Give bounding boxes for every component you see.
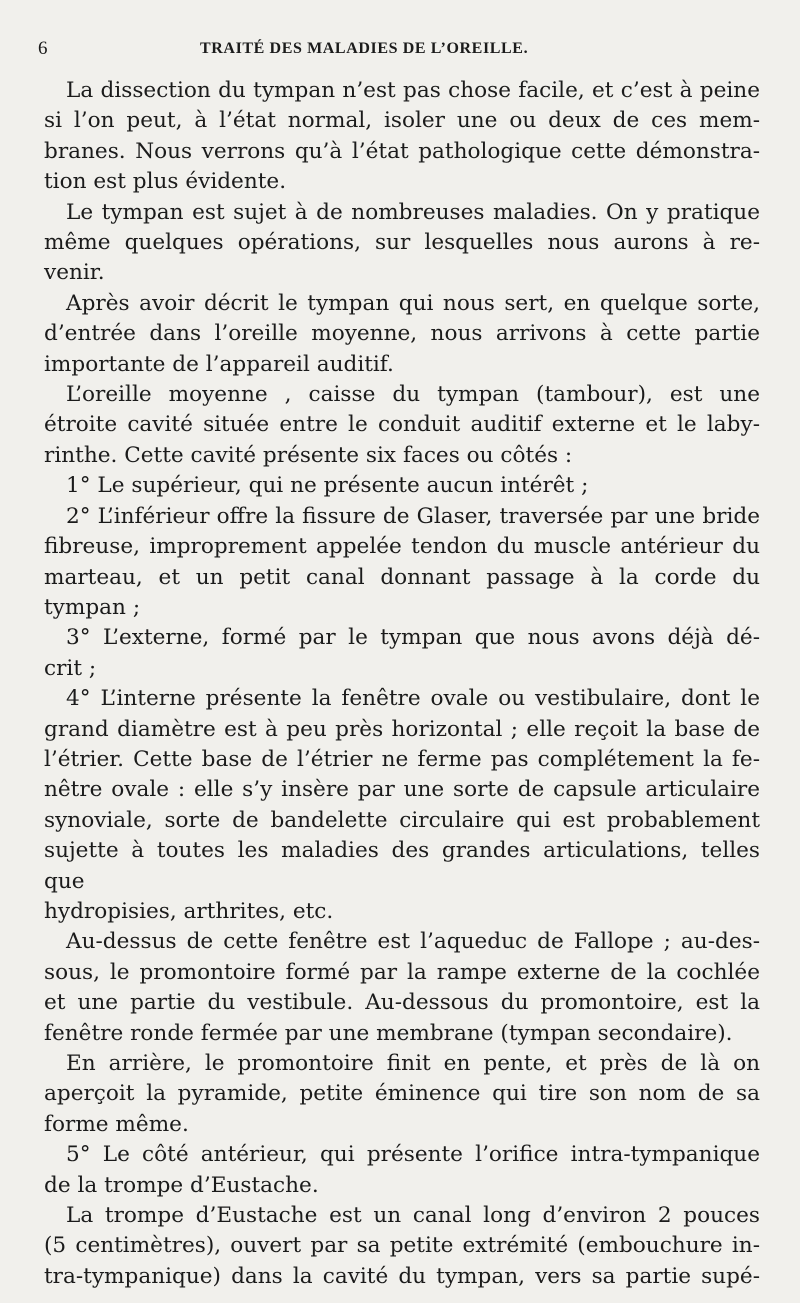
running-title: TRAITÉ DES MALADIES DE L’OREILLE. [200,40,529,57]
text-line: fenêtre ronde fermée par une membrane (tympan secondaire). [44,1020,733,1046]
text-line: d’entrée dans l’oreille moyenne, nous arrivons à cette partie [44,321,760,347]
text-line: 1° Le supérieur, qui ne présente aucun intérêt ; [66,473,589,499]
text-line: même quelques opérations, sur lesquelles nous aurons à re- [44,230,760,256]
text-line: et une partie du vestibule. Au-dessous du promontoire, est la [44,990,760,1016]
text-line: La dissection du tympan n’est pas chose facile, et c’est à peine [66,78,760,103]
text-line: l’étrier. Cette base de l’étrier ne ferme pas complétement la fe- [44,746,760,772]
page-number: 6 [38,38,48,59]
text-line: crit ; [44,655,97,681]
text-line: marteau, et un petit canal donnant passage à la corde du [44,564,760,590]
text-line: La trompe d’Eustache est un canal long d’environ 2 pouces [66,1203,760,1229]
text-line: 5° Le côté antérieur, qui présente l’orifice intra-tympanique [66,1142,760,1168]
body-text [44,76,760,1292]
text-line: L’oreille moyenne , caisse du tympan (tambour), est une [66,382,760,408]
text-line: Le tympan est sujet à de nombreuses maladies. On y pratique [66,199,760,225]
text-line: fibreuse, improprement appelée tendon du muscle antérieur du [44,534,760,560]
text-line: synoviale, sorte de bandelette circulaire qui est probablement [44,807,760,833]
text-line: importante de l’appareil auditif. [44,351,394,377]
text-line: étroite cavité située entre le conduit auditif externe et le laby- [44,412,760,438]
text-line: Après avoir décrit le tympan qui nous sert, en quelque sorte, [66,290,760,316]
text-line: sujette à toutes les maladies des grandes articulations, telles que [44,838,760,894]
text-line: nêtre ovale : elle s’y insère par une sorte de capsule articulaire [44,777,760,803]
text-line: grand diamètre est à peu près horizontal ; elle reçoit la base de [44,716,760,742]
text-line: aperçoit la pyramide, petite éminence qui tire son nom de sa [44,1081,760,1107]
text-line: branes. Nous verrons qu’à l’état pathologique cette démonstra- [44,138,760,164]
text-line: hydropisies, arthrites, etc. [44,898,334,924]
text-line: tympan ; [44,594,141,620]
text-line: venir. [44,260,105,286]
text-line: de la trompe d’Eustache. [44,1172,319,1198]
text-line: si l’on peut, à l’état normal, isoler une ou deux de ces mem- [44,108,760,134]
text-line: tra-tympanique) dans la cavité du tympan, vers sa partie supé- [44,1263,760,1289]
text-line: rinthe. Cette cavité présente six faces ou côtés : [44,442,573,468]
text-line: forme même. [44,1111,189,1137]
text-line: 4° L’interne présente la fenêtre ovale ou vestibulaire, dont le [66,686,760,712]
text-line: Au-dessus de cette fenêtre est l’aqueduc de Fallope ; au-des- [66,929,760,955]
text-line: (5 centimètres), ouvert par sa petite extrémité (embouchure in- [44,1233,760,1259]
text-line: sous, le promontoire formé par la rampe externe de la cochlée [44,959,760,985]
text-line: tion est plus évidente. [44,169,287,195]
text-line: En arrière, le promontoire finit en pente, et près de là on [66,1051,760,1076]
text-line: 2° L’inférieur offre la fissure de Glaser, traversée par une bride [66,503,760,529]
text-line: 3° L’externe, formé par le tympan que nous avons déjà dé- [66,625,760,651]
page-header [38,38,768,68]
